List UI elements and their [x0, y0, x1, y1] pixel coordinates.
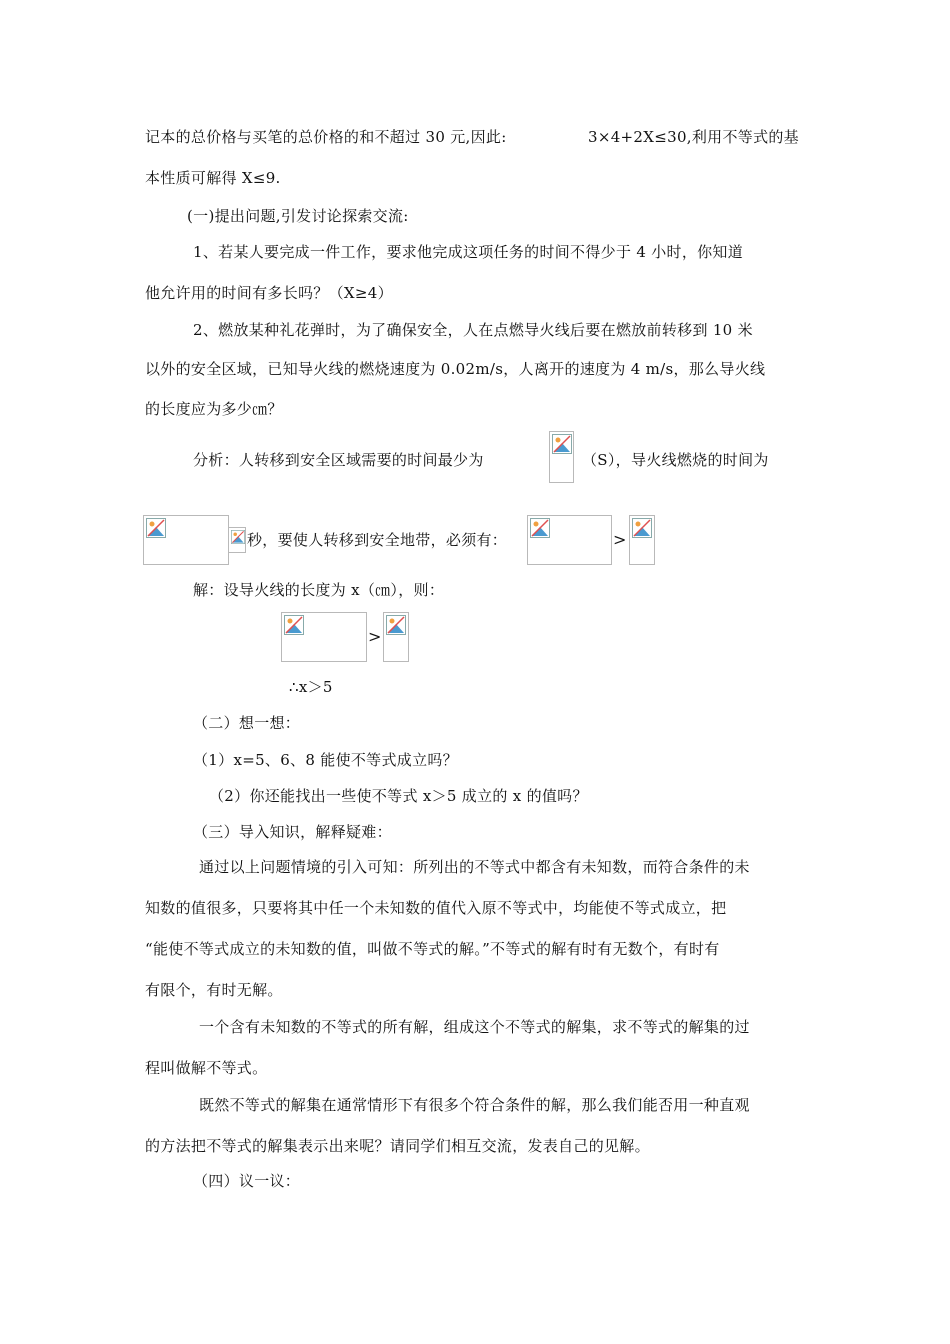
broken-image-icon: [281, 612, 367, 662]
broken-image-icon: [143, 515, 229, 565]
text-line: ∴x＞5: [289, 678, 333, 696]
text-line: 2、燃放某种礼花弹时，为了确保安全，人在点燃导火线后要在燃放前转移到 10 米: [193, 321, 753, 339]
broken-image-icon: [527, 515, 612, 565]
text-line: 的方法把不等式的解集表示出来呢？请同学们相互交流，发表自己的见解。: [145, 1137, 650, 1155]
text-line: 解：设导火线的长度为 x（㎝），则：: [193, 581, 445, 599]
text-line: 通过以上问题情境的引入可知：所列出的不等式中都含有未知数，而符合条件的未: [199, 858, 750, 876]
section-heading: （二）想一想：: [193, 714, 301, 732]
text-line: （1）x=5、6、8 能使不等式成立吗？: [193, 751, 458, 769]
text-line: 3×4+2X≤30,利用不等式的基: [588, 128, 799, 146]
section-heading: （三）导入知识，解释疑难：: [193, 823, 392, 841]
broken-image-icon: [549, 431, 574, 483]
text-line: 有限个，有时无解。: [145, 981, 283, 999]
text-line: 以外的安全区域，已知导火线的燃烧速度为 0.02m/s，人离开的速度为 4 m/s，那么导火线: [145, 360, 766, 378]
text-line: 分析：人转移到安全区域需要的时间最少为: [193, 451, 484, 469]
text-line: 的长度应为多少㎝？: [145, 400, 283, 418]
text-line: “能使不等式成立的未知数的值，叫做不等式的解。”不等式的解有时有无数个，有时有: [145, 940, 720, 958]
text-line: （2）你还能找出一些使不等式 x＞5 成立的 x 的值吗？: [209, 787, 588, 805]
broken-image-icon: [228, 527, 246, 553]
text-line: 既然不等式的解集在通常情形下有很多个符合条件的解，那么我们能否用一种直观: [199, 1096, 750, 1114]
text-line: 一个含有未知数的不等式的所有解，组成这个不等式的解集，求不等式的解集的过: [199, 1018, 750, 1036]
text-line: （S），导火线燃烧的时间为: [582, 451, 769, 469]
text-line: 知数的值很多，只要将其中任一个未知数的值代入原不等式中，均能使不等式成立，把: [145, 899, 727, 917]
text-line: 程叫做解不等式。: [145, 1059, 268, 1077]
broken-image-icon: [629, 515, 655, 565]
text-line: 记本的总价格与买笔的总价格的和不超过 30 元,因此:: [145, 128, 507, 146]
section-heading: (一)提出问题,引发讨论探索交流:: [187, 207, 409, 225]
text-line: 秒，要使人转移到安全地带，必须有：: [247, 531, 508, 549]
text-line: 1、若某人要完成一件工作，要求他完成这项任务的时间不得少于 4 小时，你知道: [193, 243, 744, 261]
greater-than-sign: >: [368, 627, 382, 646]
section-heading: （四）议一议：: [193, 1172, 301, 1190]
greater-than-sign: >: [613, 530, 627, 549]
text-line: 他允许用的时间有多长吗？（X≥4）: [145, 284, 393, 302]
broken-image-icon: [383, 612, 409, 662]
text-line: 本性质可解得 X≤9.: [145, 169, 281, 187]
